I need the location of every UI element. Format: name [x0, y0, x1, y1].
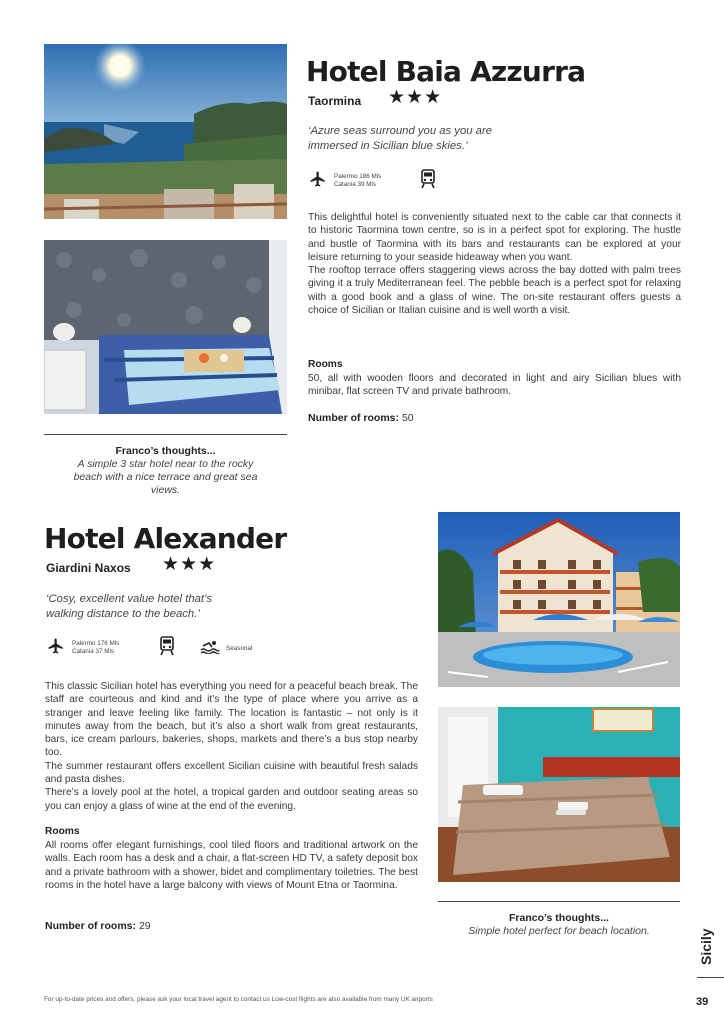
- hotel2-description-paragraph: This classic Sicilian hotel has everything you need for a peaceful beach break. The staff are courteous and kind and it’s the type of place where you arrive as a stranger and leave feeling like family. The location is fantastic – not only is it minutes away from the beach, but it’s also a short walk from great restaurants, bars, ice cream parlours, bakeries, shops, markets and there’s a bus stop nearby too.: [45, 681, 419, 759]
- hotel1-distance-palermo: Palermo 186 Mls: [334, 173, 382, 180]
- page-number: 39: [696, 996, 709, 1008]
- footer-note: For up-to-date prices and offers, please ask your local travel agent to contact us Low-cost flights are also available from many UK airports: [44, 996, 433, 1003]
- hotel2-pool-building-photo: [438, 512, 680, 687]
- hotel2-quote: ‘Cosy, excellent value hotel that’s walking distance to the beach.’: [46, 593, 212, 620]
- hotel2-description-paragraph: There’s a lovely pool at the hotel, a tropical garden and outdoor seating areas so you can enjoy a glass of wine at the end of the evening.: [45, 787, 418, 812]
- swimming-icon: [200, 640, 220, 654]
- hotel1-star-rating: ★★★: [388, 87, 443, 108]
- hotel1-thoughts-title: Franco’s thoughts...: [115, 445, 216, 457]
- hotel1-bedroom-photo: [44, 240, 287, 414]
- hotel1-thoughts-text: A simple 3 star hotel near to the rocky beach with a nice terrace and great sea views.: [73, 458, 258, 496]
- hotel2-star-rating: ★★★: [162, 554, 217, 575]
- hotel1-quote: ‘Azure seas surround you as you are immersed in Sicilian blue skies.’: [308, 125, 492, 152]
- train-icon: [159, 636, 175, 656]
- plane-icon: [308, 170, 328, 188]
- plane-icon: [46, 637, 66, 655]
- hotel2-thoughts-title: Franco’s thoughts...: [509, 912, 609, 924]
- hotel1-number-of-rooms: [308, 412, 414, 424]
- hotel2-number-of-rooms-label: Number of rooms:: [45, 920, 137, 932]
- hotel1-distance-catania: Catania 39 Mls: [334, 181, 376, 188]
- section-side-label: Sicily: [698, 928, 714, 965]
- hotel2-name: Hotel Alexander: [44, 522, 287, 555]
- hotel1-thoughts-divider: [44, 434, 287, 435]
- hotel2-distance-catania: Catania 37 Mls: [72, 648, 114, 655]
- hotel2-thoughts-text: Simple hotel perfect for beach location.: [468, 925, 650, 937]
- hotel1-location: Taormina: [308, 94, 362, 108]
- hotel2-number-of-rooms-value: 29: [138, 920, 151, 932]
- hotel1-description-paragraph: The rooftop terrace offers staggering views across the bay dotted with palm trees giving it a truly Mediterranean feel. The pebble beach is a perfect spot for relaxing with a good book and a glass of wine. The on-site restaurant offers guests a choice of Sicilian or Italian cuisine and is well worth a visit.: [308, 265, 681, 317]
- hotel1-rooms-text: 50, all with wooden floors and decorated in light and airy Sicilian blues with minibar, flat screen TV and private bathroom.: [308, 373, 681, 398]
- hotel2-distance-palermo: Palermo 176 Mls: [72, 640, 120, 647]
- hotel1-name: Hotel Baia Azzurra: [306, 55, 586, 88]
- hotel2-pool-seasonal: Seasonal: [226, 645, 253, 652]
- hotel1-description: [308, 211, 681, 317]
- hotel2-number-of-rooms: [45, 920, 151, 932]
- hotel2-rooms-text: All rooms offer elegant furnishings, cool tiled floors and traditional artwork on the walls. Each room has a desk and a chair, a flat-screen HD TV, a safety deposit box and a private bathroom with a shower, bidet and complimentary toiletries. The best rooms in the hotel have a large balcony with views of Mount Etna or Taormina.: [45, 840, 418, 891]
- hotel1-number-of-rooms-value: 50: [401, 412, 414, 424]
- hotel1-number-of-rooms-label: Number of rooms:: [308, 412, 400, 424]
- hotel1-description-paragraph: This delightful hotel is conveniently situated next to the cable car that connects it to historic Taormina town centre, so is in a perfect spot for exploring. The hustle and bustle of Taormina with its bars and restaurants can be explored at your leisure returning to your seaside hideaway when you want.: [308, 212, 681, 263]
- side-label-divider: [697, 977, 724, 978]
- hotel2-bedroom-photo: [438, 707, 680, 882]
- hotel1-sea-view-photo: [44, 44, 287, 219]
- train-icon: [420, 169, 436, 189]
- hotel2-location: Giardini Naxos: [46, 561, 131, 575]
- hotel2-rooms-heading: Rooms: [45, 826, 80, 837]
- hotel2-description-paragraph: The summer restaurant offers excellent Sicilian cuisine with beautiful fresh salads and pasta dishes.: [45, 760, 418, 786]
- hotel2-description: [45, 680, 418, 813]
- hotel1-rooms-heading: Rooms: [308, 359, 343, 370]
- hotel2-thoughts-divider: [438, 901, 680, 902]
